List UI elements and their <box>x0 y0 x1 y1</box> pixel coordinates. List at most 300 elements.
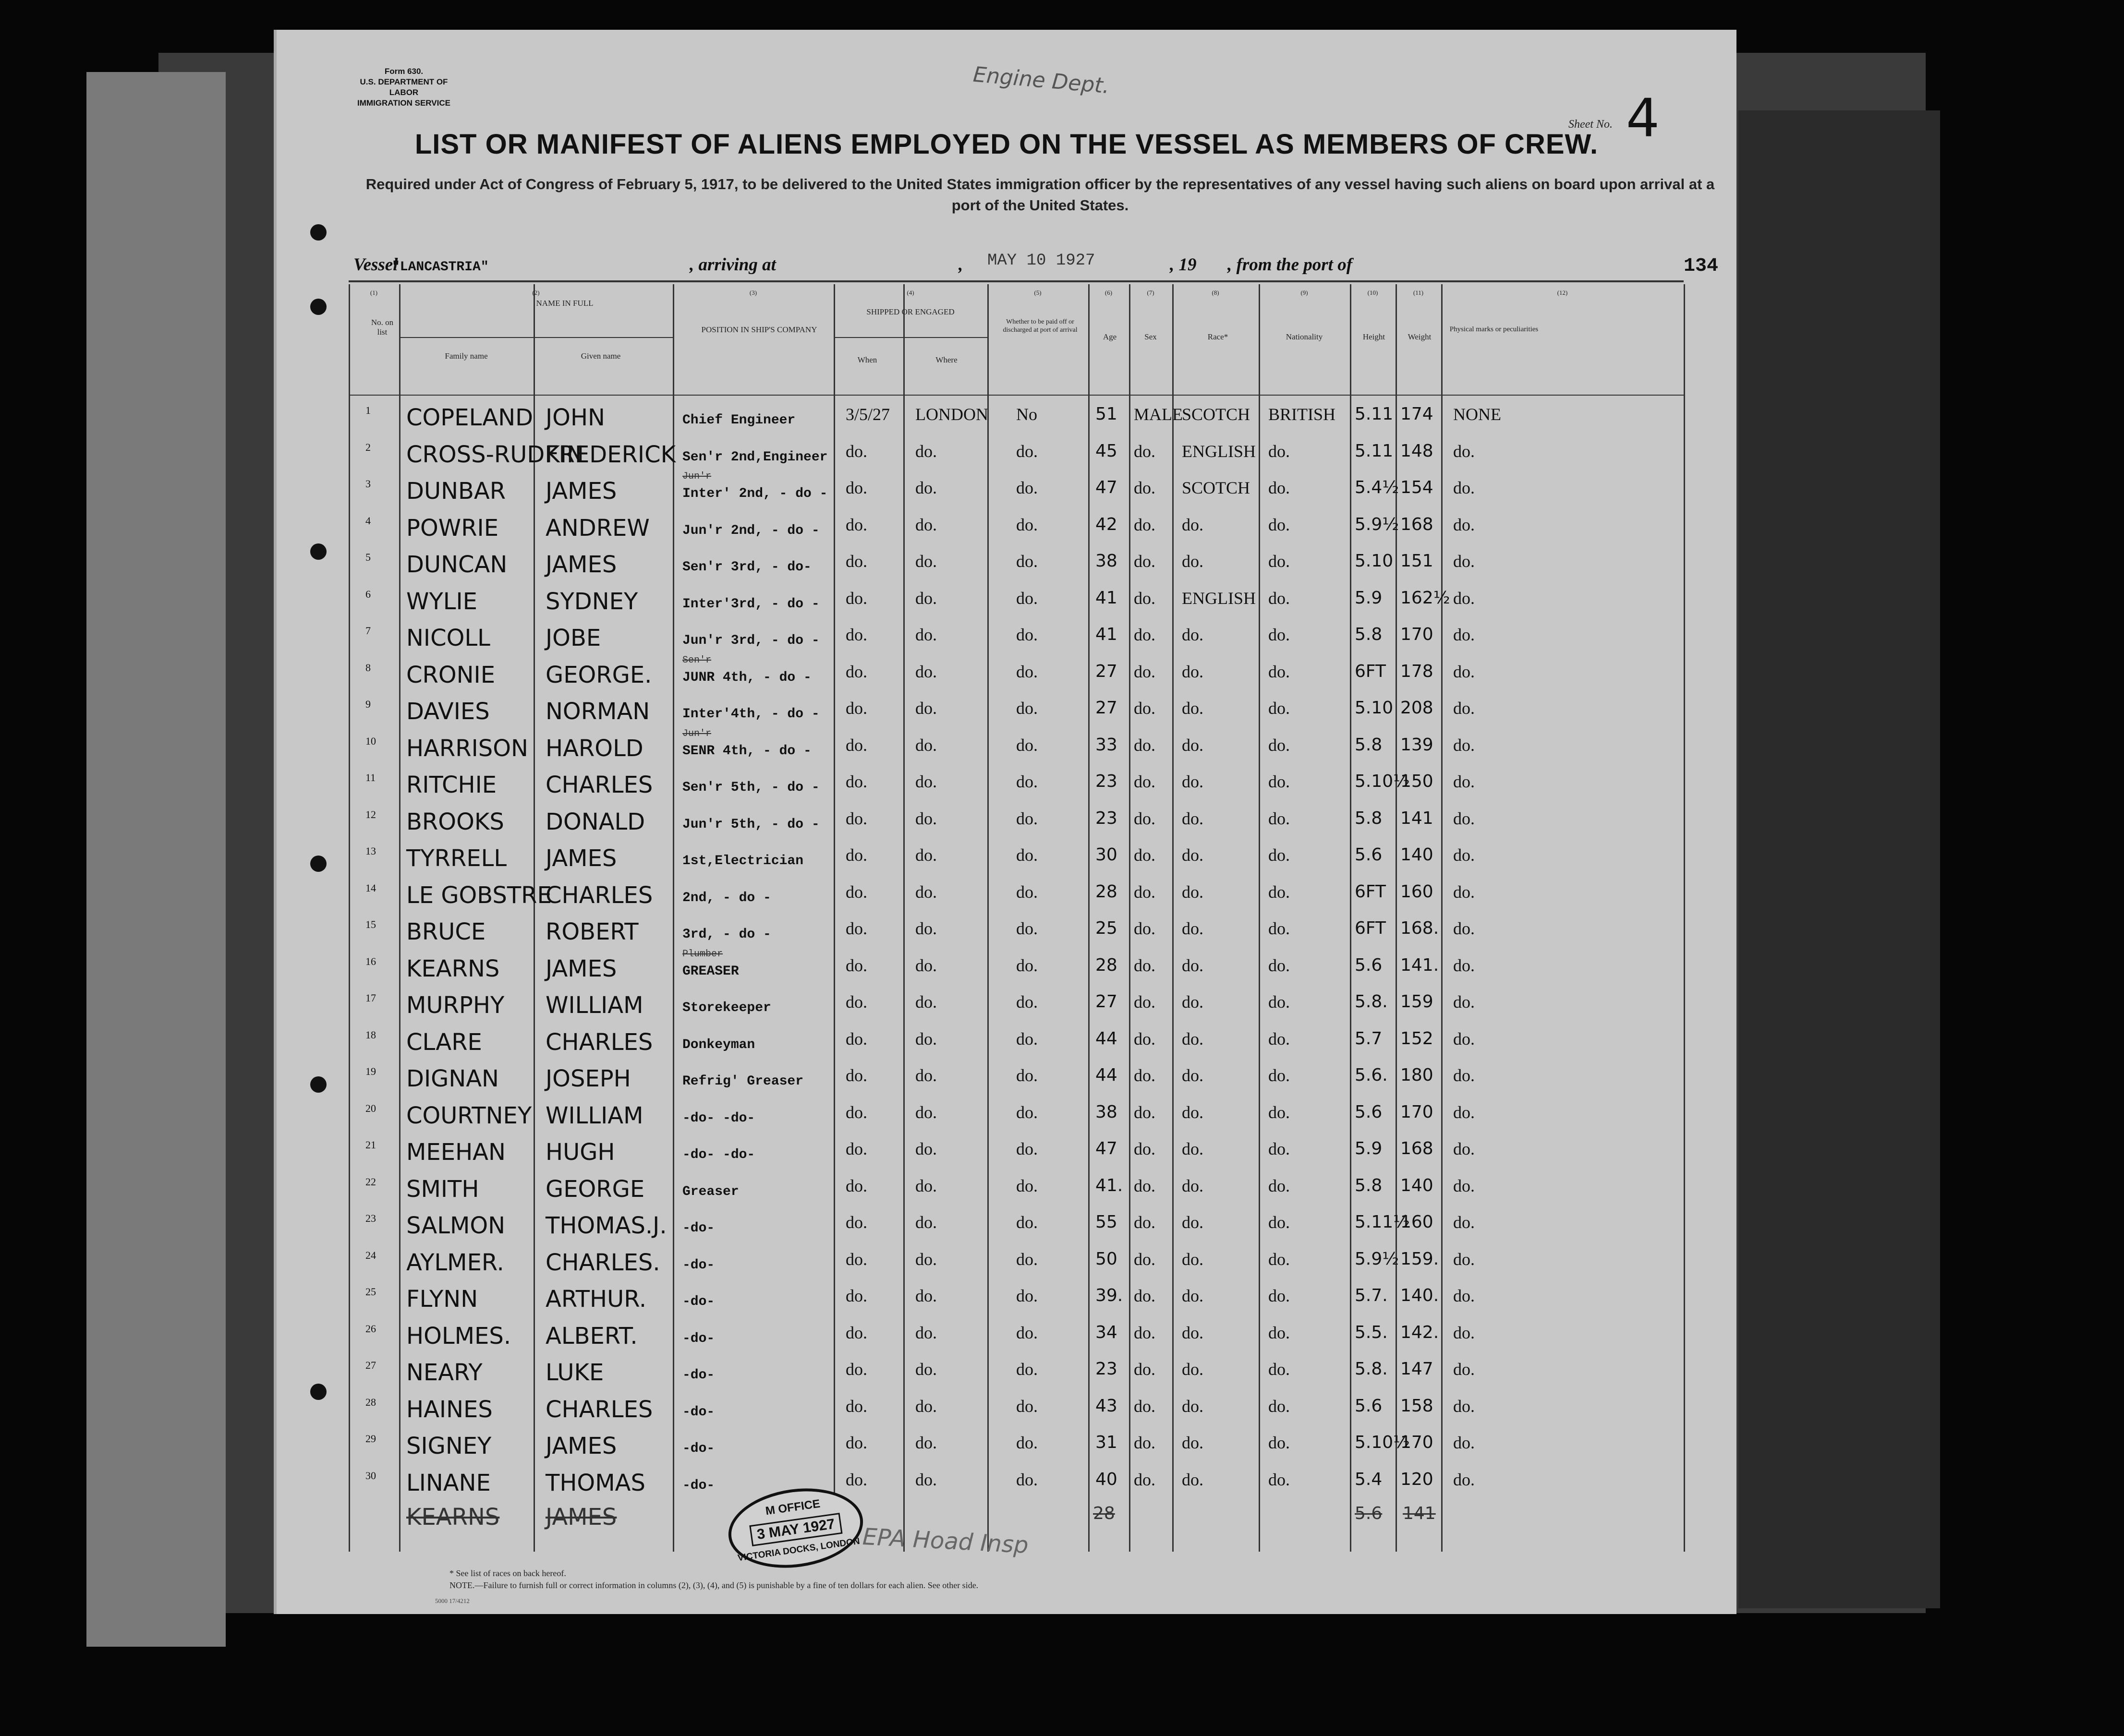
row-number: 26 <box>365 1322 376 1335</box>
paid-off: do. <box>1016 552 1038 571</box>
weight: 142. <box>1400 1322 1439 1342</box>
crew-row <box>277 948 1736 988</box>
arriving-label: , arriving at <box>690 255 776 275</box>
given-name: GEORGE. <box>546 661 652 688</box>
race: do. <box>1182 699 1203 718</box>
weight: 170 <box>1400 625 1433 644</box>
row-number: 15 <box>365 918 376 930</box>
age: 23 <box>1095 772 1117 791</box>
physical-marks: do. <box>1453 1102 1475 1122</box>
position: Sen'r 2nd,Engineer <box>682 449 828 465</box>
row-number: 30 <box>365 1469 376 1482</box>
crew-row <box>277 730 1736 768</box>
crew-row <box>277 804 1736 841</box>
paid-off: do. <box>1016 515 1038 534</box>
weight: 170 <box>1400 1102 1433 1122</box>
family-name: MURPHY <box>406 992 505 1019</box>
row-number: 3 <box>365 478 371 490</box>
row-number: 19 <box>365 1065 376 1077</box>
family-name: COPELAND <box>406 404 534 431</box>
crew-row <box>277 914 1736 951</box>
age: 50 <box>1095 1249 1117 1269</box>
nationality: BRITISH <box>1268 405 1336 424</box>
height: 5.4 <box>1355 1469 1383 1489</box>
physical-marks: do. <box>1453 808 1475 828</box>
paid-off: do. <box>1016 699 1038 718</box>
sex: do. <box>1134 919 1155 938</box>
family-name: RITCHIE <box>406 772 497 798</box>
physical-marks: do. <box>1453 1066 1475 1085</box>
weight: 140 <box>1400 845 1433 865</box>
sex: do. <box>1134 808 1155 828</box>
given-name: JOSEPH <box>546 1065 631 1092</box>
race: do. <box>1182 992 1203 1012</box>
physical-marks: do. <box>1453 1433 1475 1452</box>
nationality: do. <box>1268 808 1290 828</box>
weight: 178 <box>1400 661 1433 681</box>
shipped-when: do. <box>846 478 867 497</box>
family-name: BROOKS <box>406 808 504 835</box>
row-number: 9 <box>365 698 371 710</box>
position: Donkeyman <box>682 1037 755 1052</box>
paid-off: do. <box>1016 1066 1038 1085</box>
punch-hole <box>310 299 327 315</box>
paid-off: do. <box>1016 1433 1038 1452</box>
nationality: do. <box>1268 625 1290 644</box>
weight: 141 <box>1400 808 1433 828</box>
crew-row <box>277 1428 1736 1465</box>
physical-marks: do. <box>1453 625 1475 644</box>
nationality: do. <box>1268 955 1290 975</box>
height: 5.10½ <box>1355 1433 1410 1452</box>
height: 5.8. <box>1355 1359 1388 1379</box>
from-port-label: , from the port of <box>1227 255 1353 275</box>
position: Inter'4th, - do - <box>682 707 820 722</box>
year-label: , 19 <box>1170 255 1197 275</box>
height: 5.6 <box>1355 955 1383 975</box>
when-header: When <box>857 355 877 364</box>
height: 5.10 <box>1355 698 1394 718</box>
sex: do. <box>1134 735 1155 755</box>
sex: do. <box>1134 1323 1155 1342</box>
physical-marks: do. <box>1453 1176 1475 1195</box>
crew-row <box>277 399 1736 437</box>
given-name: JOHN <box>546 404 605 431</box>
physical-marks: do. <box>1453 441 1475 461</box>
stamp-bottom-text: VICTORIA DOCKS, LONDON <box>737 1536 861 1564</box>
physical-marks: do. <box>1453 992 1475 1012</box>
crew-row <box>277 473 1736 510</box>
nationality: do. <box>1268 1433 1290 1452</box>
crew-row <box>277 1391 1736 1429</box>
given-name: DONALD <box>546 808 645 835</box>
shipped-where: do. <box>915 515 937 534</box>
weight-header: Weight <box>1408 332 1432 341</box>
row-number: 23 <box>365 1212 376 1224</box>
shipped-where: do. <box>915 735 937 755</box>
crew-row <box>277 693 1736 731</box>
position: Inter'3rd, - do - <box>682 596 820 612</box>
column-number: (10) <box>1367 289 1378 296</box>
race: do. <box>1182 662 1203 681</box>
weight: 160 <box>1400 1212 1433 1232</box>
sex: do. <box>1134 1396 1155 1416</box>
family-name: NEARY <box>406 1359 483 1386</box>
physical-marks-header: Physical marks or peculiarities <box>1449 326 1539 333</box>
physical-marks: do. <box>1453 1396 1475 1416</box>
age: 44 <box>1095 1065 1117 1085</box>
race: do. <box>1182 735 1203 755</box>
age: 55 <box>1095 1212 1117 1232</box>
height: 5.8 <box>1355 735 1383 755</box>
position-header: POSITION IN SHIP'S COMPANY <box>701 325 817 334</box>
shipped-where: do. <box>915 1360 937 1379</box>
struck-position: Jun'r <box>682 728 712 739</box>
nationality: do. <box>1268 1470 1290 1489</box>
shipped-when: do. <box>846 1286 867 1305</box>
sex: do. <box>1134 478 1155 497</box>
shipped-when: do. <box>846 1066 867 1085</box>
shipped-when: do. <box>846 1360 867 1379</box>
shipped-where: do. <box>915 808 937 828</box>
row-number: 6 <box>365 588 371 600</box>
given-name: ARTHUR. <box>546 1286 647 1313</box>
page-title: LIST OR MANIFEST OF ALIENS EMPLOYED ON THE VESSEL AS MEMBERS OF CREW. <box>414 129 1599 160</box>
sex: do. <box>1134 1102 1155 1122</box>
family-name: NICOLL <box>406 625 490 651</box>
crew-row <box>277 654 1736 694</box>
crew-row <box>277 1354 1736 1392</box>
physical-marks: do. <box>1453 845 1475 865</box>
struck-age: 28 <box>1093 1504 1115 1523</box>
age: 47 <box>1095 478 1117 497</box>
column-number: (2) <box>532 289 540 296</box>
engine-dept-note: Engine Dept. <box>972 62 1111 99</box>
sex: do. <box>1134 845 1155 865</box>
manifest-page <box>274 30 1736 1614</box>
nationality: do. <box>1268 919 1290 938</box>
position: Sen'r 5th, - do - <box>682 780 820 795</box>
sex: do. <box>1134 625 1155 644</box>
shipped-when: do. <box>846 625 867 644</box>
physical-marks: do. <box>1453 919 1475 938</box>
height: 6FT <box>1355 881 1386 902</box>
row-number: 5 <box>365 551 371 563</box>
sex: do. <box>1134 588 1155 608</box>
age: 43 <box>1095 1396 1117 1416</box>
weight: 154 <box>1400 478 1433 497</box>
position: 1st,Electrician <box>682 854 804 868</box>
shipped-when: do. <box>846 1323 867 1342</box>
paid-off: do. <box>1016 1249 1038 1269</box>
column-number: (5) <box>1034 289 1042 296</box>
column-number: (3) <box>749 289 757 296</box>
height: 5.5. <box>1355 1322 1388 1342</box>
paid-off: do. <box>1016 1323 1038 1342</box>
sex: do. <box>1134 1176 1155 1195</box>
position: -do- <box>682 1294 715 1309</box>
position: Inter' 2nd, - do - <box>682 486 828 501</box>
shipped-where: do. <box>915 625 937 644</box>
given-name: CHARLES. <box>546 1249 660 1276</box>
race: do. <box>1182 845 1203 865</box>
nationality: do. <box>1268 1286 1290 1305</box>
physical-marks: do. <box>1453 1286 1475 1305</box>
height: 5.6 <box>1355 1102 1383 1122</box>
arrival-date-stamp: MAY 10 1927 <box>987 252 1095 270</box>
shipped-header: SHIPPED OR ENGAGED <box>866 307 955 316</box>
family-name: COURTNEY <box>406 1102 532 1129</box>
row-number: 22 <box>365 1175 376 1188</box>
nationality: do. <box>1268 1176 1290 1195</box>
height: 5.7. <box>1355 1286 1388 1305</box>
paid-off: do. <box>1016 1139 1038 1158</box>
race: do. <box>1182 772 1203 791</box>
family-name: POWRIE <box>406 514 499 542</box>
row-number: 21 <box>365 1139 376 1151</box>
family-name: BRUCE <box>406 918 486 945</box>
row-number: 8 <box>365 661 371 674</box>
shipped-when: do. <box>846 1249 867 1269</box>
race: do. <box>1182 552 1203 571</box>
weight: 160 <box>1400 881 1433 902</box>
age: 41 <box>1095 588 1117 608</box>
crew-row <box>277 1207 1736 1245</box>
paid-off-header: Whether to be paid off or discharged at port of arrival <box>1003 318 1078 334</box>
paid-off: do. <box>1016 919 1038 938</box>
paid-off: do. <box>1016 478 1038 497</box>
family-name: MEEHAN <box>406 1139 506 1166</box>
race: do. <box>1182 1323 1203 1342</box>
nationality: do. <box>1268 1139 1290 1158</box>
shipped-when: do. <box>846 955 867 975</box>
struck-position: Jun'r <box>682 471 712 482</box>
row-number: 13 <box>365 845 376 857</box>
height: 6FT <box>1355 661 1386 681</box>
column-number: (8) <box>1212 289 1219 296</box>
shipped-where: do. <box>915 955 937 975</box>
race: do. <box>1182 1176 1203 1195</box>
shipped-where: do. <box>915 1433 937 1452</box>
shipped-where: do. <box>915 662 937 681</box>
shipped-when: do. <box>846 515 867 534</box>
shipped-when: do. <box>846 845 867 865</box>
given-name: ROBERT <box>546 918 639 945</box>
paid-off: do. <box>1016 441 1038 461</box>
weight: 140. <box>1400 1286 1439 1305</box>
nationality: do. <box>1268 1323 1290 1342</box>
crew-row <box>277 1281 1736 1318</box>
family-name: DUNCAN <box>406 551 508 578</box>
given-name: WILLIAM <box>546 1102 643 1129</box>
age: 38 <box>1095 1102 1117 1122</box>
age: 30 <box>1095 845 1117 865</box>
shipped-when: do. <box>846 992 867 1012</box>
stamp-top-text: M OFFICE <box>765 1497 821 1518</box>
paid-off: do. <box>1016 772 1038 791</box>
position: Jun'r 2nd, - do - <box>682 523 820 538</box>
age: 34 <box>1095 1322 1117 1342</box>
age: 40 <box>1095 1469 1117 1489</box>
position: Chief Engineer <box>682 413 796 428</box>
row-number: 28 <box>365 1396 376 1408</box>
physical-marks: do. <box>1453 955 1475 975</box>
height: 5.6 <box>1355 845 1383 865</box>
weight: 180 <box>1400 1065 1433 1085</box>
sex: do. <box>1134 1066 1155 1085</box>
paid-off: do. <box>1016 1029 1038 1049</box>
age: 39. <box>1095 1286 1123 1305</box>
age: 38 <box>1095 551 1117 571</box>
given-name: HUGH <box>546 1139 615 1166</box>
position: Refrig' Greaser <box>682 1074 804 1089</box>
page-number: 134 <box>1684 255 1719 277</box>
height: 6FT <box>1355 918 1386 938</box>
physical-marks: do. <box>1453 1029 1475 1049</box>
struck-family-name: KEARNS <box>406 1504 500 1531</box>
paid-off: do. <box>1016 955 1038 975</box>
race: SCOTCH <box>1182 478 1250 497</box>
physical-marks: NONE <box>1453 405 1501 424</box>
sex: do. <box>1134 1360 1155 1379</box>
position: JUNR 4th, - do - <box>682 670 812 685</box>
age: 23 <box>1095 808 1117 828</box>
shipped-where: do. <box>915 1323 937 1342</box>
column-number: (7) <box>1147 289 1154 296</box>
position: -do- -do- <box>682 1110 755 1126</box>
weight: 162½ <box>1400 588 1450 608</box>
nationality-header: Nationality <box>1286 332 1323 341</box>
weight: 120 <box>1400 1469 1433 1489</box>
weight: 174 <box>1400 404 1433 424</box>
shipped-where: do. <box>915 588 937 608</box>
position: -do- <box>682 1368 715 1383</box>
crew-row <box>277 840 1736 878</box>
sex: do. <box>1134 992 1155 1012</box>
sex: do. <box>1134 955 1155 975</box>
nationality: do. <box>1268 552 1290 571</box>
shipped-where: do. <box>915 1176 937 1195</box>
shipped-when: do. <box>846 662 867 681</box>
position: -do- <box>682 1257 715 1273</box>
crew-row <box>277 510 1736 547</box>
age: 27 <box>1095 661 1117 681</box>
service-label: IMMIGRATION SERVICE <box>357 98 450 108</box>
shipped-where: do. <box>915 1286 937 1305</box>
race: do. <box>1182 1102 1203 1122</box>
position: Greaser <box>682 1184 739 1199</box>
row-number: 16 <box>365 955 376 967</box>
family-name: LINANE <box>406 1469 491 1496</box>
family-name: WYLIE <box>406 588 478 615</box>
struck-height: 5.6 <box>1355 1504 1383 1523</box>
sex-header: Sex <box>1144 332 1157 341</box>
row-number: 25 <box>365 1286 376 1298</box>
nationality: do. <box>1268 1066 1290 1085</box>
paid-off: do. <box>1016 1213 1038 1232</box>
race: do. <box>1182 1139 1203 1158</box>
family-name: AYLMER. <box>406 1249 504 1276</box>
paid-off: do. <box>1016 992 1038 1012</box>
row-number: 27 <box>365 1359 376 1371</box>
given-name: CHARLES <box>546 881 653 909</box>
struck-position: Sen'r <box>682 654 712 666</box>
physical-marks: do. <box>1453 478 1475 497</box>
nationality: do. <box>1268 735 1290 755</box>
shipped-where: do. <box>915 699 937 718</box>
paid-off: do. <box>1016 882 1038 902</box>
family-name: LE GOBSTRE <box>406 881 552 909</box>
height: 5.10 <box>1355 551 1394 571</box>
shipped-where: do. <box>915 772 937 791</box>
family-name: TYRRELL <box>406 845 507 872</box>
shipped-where: do. <box>915 552 937 571</box>
name-in-full-header: NAME IN FULL <box>536 299 594 308</box>
header-rule <box>349 280 1684 282</box>
sex: do. <box>1134 772 1155 791</box>
header-divider <box>399 337 673 338</box>
shipped-where: do. <box>915 1470 937 1489</box>
weight: 151 <box>1400 551 1433 571</box>
shipped-when: do. <box>846 919 867 938</box>
nationality: do. <box>1268 992 1290 1012</box>
race: SCOTCH <box>1182 405 1250 424</box>
given-name: JAMES <box>546 955 617 982</box>
vessel-name: "LANCASTRIA" <box>392 260 489 275</box>
family-name: FLYNN <box>406 1286 478 1313</box>
physical-marks: do. <box>1453 882 1475 902</box>
given-name: ANDREW <box>546 514 650 542</box>
race: do. <box>1182 1286 1203 1305</box>
nationality: do. <box>1268 515 1290 534</box>
shipped-when: do. <box>846 1470 867 1489</box>
age: 27 <box>1095 698 1117 718</box>
age: 28 <box>1095 881 1117 902</box>
no-on-list-header: No. on list <box>371 318 394 337</box>
age-header: Age <box>1103 332 1117 341</box>
given-name: NORMAN <box>546 698 650 725</box>
position: Jun'r 5th, - do - <box>682 817 820 832</box>
paid-off: do. <box>1016 1102 1038 1122</box>
family-name-header: Family name <box>445 351 488 361</box>
physical-marks: do. <box>1453 1360 1475 1379</box>
nationality: do. <box>1268 1213 1290 1232</box>
struck-given-name: JAMES <box>546 1504 617 1531</box>
adjacent-page-strip <box>86 72 226 1647</box>
paid-off: do. <box>1016 1286 1038 1305</box>
given-name: LUKE <box>546 1359 604 1386</box>
shipped-when: 3/5/27 <box>846 405 890 424</box>
position: GREASER <box>682 964 739 979</box>
where-header: Where <box>935 355 958 364</box>
weight: 168 <box>1400 1139 1433 1158</box>
given-name: CHARLES <box>546 1028 653 1056</box>
age: 51 <box>1095 404 1117 424</box>
row-number: 7 <box>365 625 371 637</box>
family-name: SIGNEY <box>406 1433 492 1459</box>
shipped-when: do. <box>846 552 867 571</box>
crew-row <box>277 620 1736 657</box>
row-number: 10 <box>365 735 376 747</box>
nationality: do. <box>1268 772 1290 791</box>
row-number: 11 <box>365 772 376 784</box>
shipped-where: do. <box>915 1213 937 1232</box>
position: 3rd, - do - <box>682 927 771 942</box>
given-name: ALBERT. <box>546 1322 638 1350</box>
shipped-when: do. <box>846 1396 867 1416</box>
nationality: do. <box>1268 441 1290 461</box>
sheet-label: Sheet No. <box>1568 118 1613 131</box>
